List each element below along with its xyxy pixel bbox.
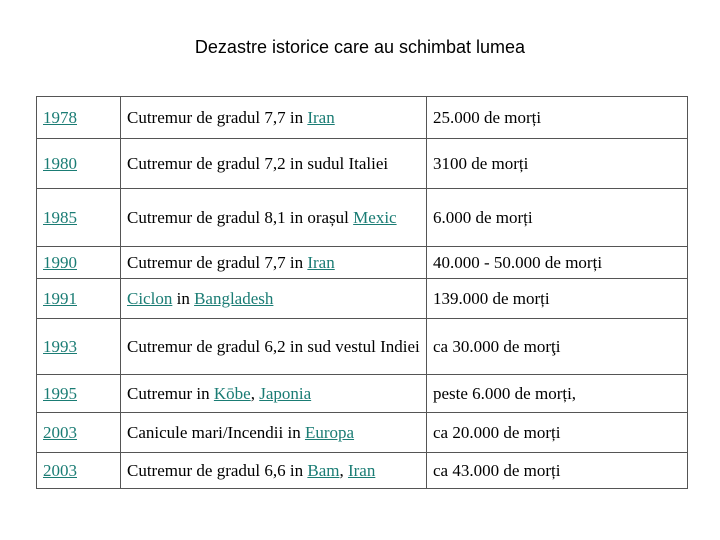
table-row [37, 279, 688, 319]
event-text: Cutremur de gradul 6,6 in [127, 460, 308, 480]
deaths-cell: 25.000 de morți [427, 97, 688, 139]
event-text: Canicule mari/Incendii in [127, 422, 305, 442]
event-text: , [250, 383, 260, 403]
event-text: Cutremur in [127, 383, 214, 403]
event-text: Cutremur de gradul 6,2 in sud vestul Indiei [127, 336, 420, 356]
deaths-cell: ca 30.000 de morţi [427, 319, 688, 375]
deaths-cell: ca 43.000 de morți [427, 453, 688, 489]
year-link[interactable]: 1993 [43, 336, 77, 356]
table-row [37, 453, 688, 489]
deaths-cell: 3100 de morți [427, 139, 688, 189]
year-cell[interactable] [37, 453, 121, 489]
table-row [37, 319, 688, 375]
event-cell [121, 453, 427, 489]
event-cell [121, 413, 427, 453]
event-text: Cutremur de gradul 8,1 in orașul [127, 207, 354, 227]
deaths-cell: 6.000 de morți [427, 189, 688, 247]
event-text: Cutremur de gradul 7,7 in [127, 252, 308, 272]
event-link[interactable]: Iran [307, 107, 335, 127]
year-cell[interactable] [37, 97, 121, 139]
year-link[interactable]: 1995 [43, 383, 77, 403]
disasters-table [36, 96, 688, 489]
year-cell[interactable] [37, 279, 121, 319]
year-cell[interactable] [37, 139, 121, 189]
event-text: in [172, 288, 195, 308]
event-cell [121, 375, 427, 413]
event-text: , [339, 460, 348, 480]
year-link[interactable]: 2003 [43, 422, 77, 442]
event-text: Cutremur de gradul 7,7 in [127, 107, 308, 127]
event-cell [121, 319, 427, 375]
table-row [37, 189, 688, 247]
deaths-cell: peste 6.000 de morți, [427, 375, 688, 413]
event-text: Cutremur de gradul 7,2 in sudul Italiei [127, 153, 389, 173]
event-link[interactable]: Europa [304, 422, 355, 442]
table-row [37, 375, 688, 413]
event-link[interactable]: Bam [307, 460, 340, 480]
event-link[interactable]: Mexic [353, 207, 397, 227]
year-link[interactable]: 1990 [43, 252, 77, 272]
year-link[interactable]: 1980 [43, 153, 77, 173]
event-cell [121, 97, 427, 139]
year-cell[interactable] [37, 375, 121, 413]
event-link[interactable]: Kōbe [213, 383, 251, 403]
event-link[interactable]: Japonia [259, 383, 312, 403]
year-cell[interactable] [37, 189, 121, 247]
year-cell[interactable] [37, 319, 121, 375]
event-cell [121, 247, 427, 279]
year-link[interactable]: 1978 [43, 107, 77, 127]
deaths-cell: 40.000 - 50.000 de morți [427, 247, 688, 279]
table-row [37, 247, 688, 279]
event-link[interactable]: Iran [307, 252, 335, 272]
event-cell [121, 189, 427, 247]
deaths-cell: 139.000 de morți [427, 279, 688, 319]
year-cell[interactable] [37, 413, 121, 453]
event-link[interactable]: Iran [347, 460, 376, 480]
page-title: Dezastre istorice care au schimbat lumea [194, 37, 526, 57]
deaths-cell: ca 20.000 de morți [427, 413, 688, 453]
year-link[interactable]: 2003 [43, 460, 77, 480]
event-link[interactable]: Bangladesh [194, 288, 274, 308]
event-link[interactable]: Ciclon [127, 288, 173, 308]
event-cell [121, 139, 427, 189]
year-cell[interactable] [37, 247, 121, 279]
year-link[interactable]: 1991 [43, 288, 77, 308]
event-cell [121, 279, 427, 319]
table-row [37, 139, 688, 189]
table-row [37, 413, 688, 453]
year-link[interactable]: 1985 [43, 207, 77, 227]
table-row [37, 97, 688, 139]
